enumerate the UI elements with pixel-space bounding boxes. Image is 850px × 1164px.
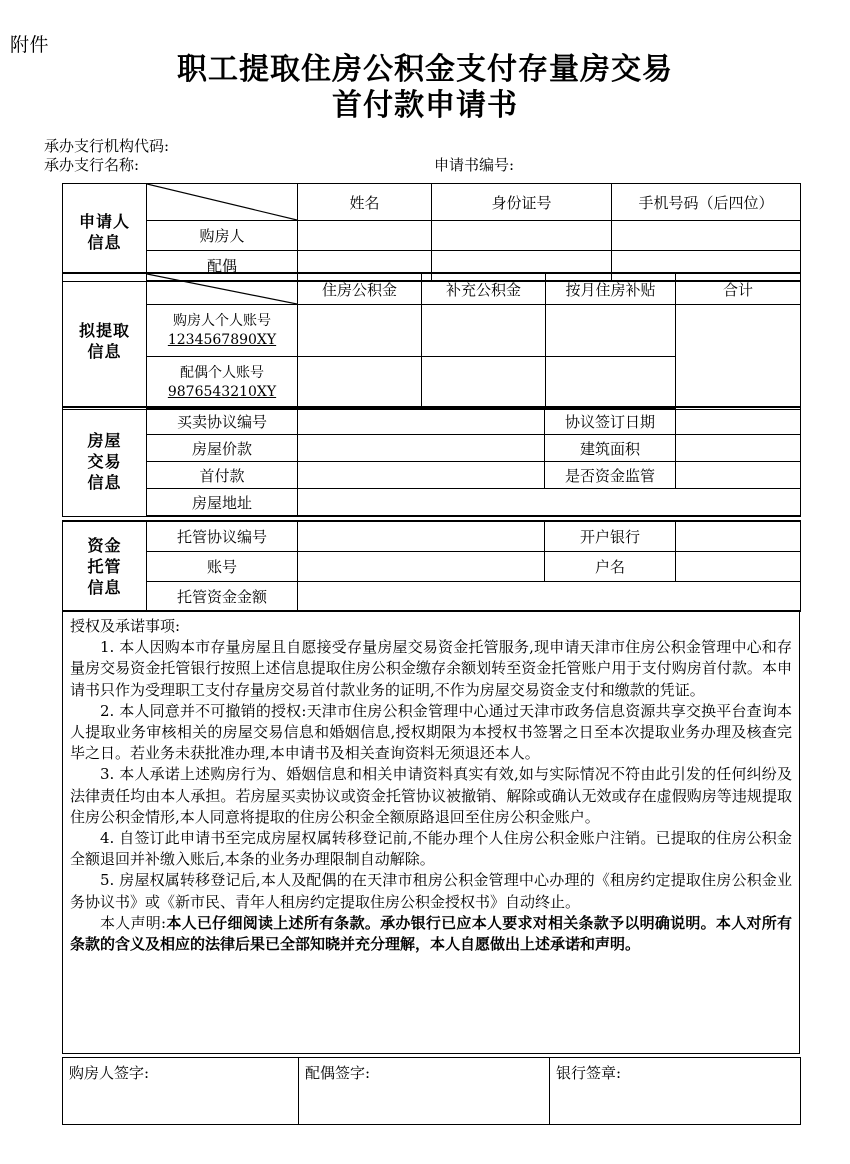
section-label-line-2: 交易	[87, 452, 122, 472]
row-label-custody-agreement-no: 托管协议编号	[147, 521, 298, 552]
table-row-custody-amount	[63, 582, 801, 612]
section-label-line-1: 拟提取	[78, 321, 130, 341]
page-title	[0, 52, 850, 124]
cell-sign-date[interactable]	[676, 407, 801, 435]
column-header-total: 合计	[676, 273, 801, 305]
section-label-line-2: 信息	[87, 342, 122, 362]
row-label-agreement-no: 买卖协议编号	[147, 407, 298, 435]
cell-agreement-no[interactable]	[298, 407, 545, 435]
signature-table	[62, 1057, 801, 1125]
cell-custody-amount[interactable]	[298, 582, 801, 612]
cell-account-name[interactable]	[676, 552, 801, 582]
cell-spouse-supplement[interactable]	[422, 357, 546, 410]
cell-house-address[interactable]	[298, 489, 801, 517]
section-label-applicant	[63, 184, 147, 282]
cell-custody-agreement-no[interactable]	[298, 521, 545, 552]
terms-item-3: 3. 本人承诺上述购房行为、婚姻信息和相关申请资料真实有效,如与实际情况不符由此引发的任何纠纷及法律责任均由本人承担。若房屋买卖协议或资金托管协议被撤销、解除或确认无效或存在虚假购房等违规提取住房公积金情形,本人同意将提取的住房公积金全额原路退回至住房公积金账户。	[70, 765, 792, 826]
fund-custody-table	[62, 520, 801, 612]
row-label-spouse: 配偶	[147, 251, 298, 282]
column-header-id: 身份证号	[432, 184, 612, 221]
cell-opening-bank[interactable]	[676, 521, 801, 552]
section-label-line-3: 信息	[87, 578, 122, 597]
table-row-house-address	[63, 489, 801, 517]
signature-spouse[interactable]: 配偶签字:	[299, 1058, 550, 1125]
section-label-withdraw	[63, 273, 147, 409]
table-row-house-price	[63, 435, 801, 462]
attachment-label: 附件	[10, 34, 50, 56]
section-label-line-2: 信息	[87, 233, 122, 253]
cell-buyer-name[interactable]	[298, 221, 432, 251]
terms-and-authorization-block	[62, 610, 800, 1054]
cell-buyer-supplement[interactable]	[422, 305, 546, 357]
table-row-header	[63, 273, 801, 305]
column-header-housing-fund: 住房公积金	[298, 273, 422, 305]
column-header-monthly-subsidy: 按月住房补贴	[546, 273, 676, 305]
table-row-header	[63, 184, 801, 221]
column-header-name: 姓名	[298, 184, 432, 221]
section-label-house	[63, 407, 147, 516]
cell-house-price[interactable]	[298, 435, 545, 462]
meta-block	[44, 137, 804, 175]
house-transaction-table	[62, 406, 801, 517]
cell-down-payment[interactable]	[298, 462, 545, 489]
terms-item-1: 1. 本人因购本市存量房屋且自愿接受存量房屋交易资金托管服务,现申请天津市住房公积金管理中心和存量房交易资金托管银行按照上述信息提取住房公积金缴存余额划转至资金托管账户用于支付购房首付款。本申请书只作为受理职工支付存量房交易首付款业务的证明,不作为房屋交易资金支付和缴款的凭证。	[70, 638, 792, 699]
row-label-spouse-account	[147, 357, 298, 410]
table-row-signatures	[63, 1058, 801, 1125]
terms-item-4: 4. 自签订此申请书至完成房屋权属转移登记前,不能办理个人住房公积金账户注销。已提取的住房公积金全额退回并补缴入账后,本条的业务办理限制自动解除。	[70, 829, 792, 869]
branch-name-row	[44, 156, 804, 175]
terms-heading: 授权及承诺事项:	[70, 617, 181, 635]
cell-spouse-housing-fund[interactable]	[298, 357, 422, 410]
cell-spouse-subsidy[interactable]	[546, 357, 676, 410]
branch-name-label: 承办支行名称:	[44, 156, 140, 174]
cell-fund-supervision[interactable]	[676, 462, 801, 489]
column-header-phone: 手机号码（后四位）	[612, 184, 801, 221]
signature-buyer[interactable]: 购房人签字:	[63, 1058, 299, 1125]
buyer-account-number: 1234567890XY	[167, 331, 277, 348]
section-label-line-1: 申请人	[78, 212, 130, 232]
section-label-line-1: 房屋	[87, 431, 122, 451]
row-label-custody-amount: 托管资金金额	[147, 582, 298, 612]
row-label-text: 购房人个人账号	[173, 312, 271, 329]
terms-item-2: 2. 本人同意并不可撤销的授权:天津市住房公积金管理中心通过天津市政务信息资源共享交换平台查询本人提取业务审核相关的房屋交易信息和婚姻信息,授权期限为本授权书签署之日至本次提取业务办理及核查完毕之日。若业务未获批准办理,本申请书及相关查询资料无须退还本人。	[70, 701, 792, 763]
cell-floor-area[interactable]	[676, 435, 801, 462]
application-no-label: 申请书编号:	[434, 156, 515, 174]
section-label-line-1: 资金	[87, 536, 122, 555]
table-row-custody-agreement	[63, 521, 801, 552]
cell-account-no[interactable]	[298, 552, 545, 582]
declaration-paragraph	[70, 913, 792, 955]
branch-code-row	[44, 137, 804, 156]
declaration-bold-text: 本人已仔细阅读上述所有条款。承办银行已应本人要求对相关条款予以明确说明。本人对所有条款的含义及相应的法律后果已全部知晓并充分理解，本人自愿做出上述承诺和声明。	[70, 913, 792, 954]
table-row-buyer-account	[63, 305, 801, 357]
row-label-sign-date: 协议签订日期	[545, 407, 676, 435]
cell-buyer-housing-fund[interactable]	[298, 305, 422, 357]
terms-item-5: 5. 房屋权属转移登记后,本人及配偶的在天津市租房公积金管理中心办理的《租房约定提取住房公积金业务协议书》或《新市民、青年人租房约定提取住房公积金授权书》自动终止。	[70, 871, 792, 911]
section-label-custody	[63, 521, 147, 612]
branch-code-label: 承办支行机构代码:	[44, 137, 170, 155]
table-row-buyer	[63, 221, 801, 251]
row-label-buyer-account	[147, 305, 298, 357]
table-row-agreement-no	[63, 407, 801, 435]
withdraw-info-table	[62, 272, 801, 410]
diagonal-header-cell	[147, 184, 298, 221]
declaration-prefix: 本人声明:	[100, 913, 167, 932]
row-label-floor-area: 建筑面积	[545, 435, 676, 462]
section-label-line-2: 托管	[87, 557, 122, 576]
table-row-custody-account	[63, 552, 801, 582]
title-line-1: 职工提取住房公积金支付存量房交易	[177, 52, 673, 87]
row-label-house-price: 房屋价款	[147, 435, 298, 462]
column-header-supplement-fund: 补充公积金	[422, 273, 546, 305]
row-label-text: 配偶个人账号	[180, 364, 264, 381]
signature-bank-seal[interactable]: 银行签章:	[550, 1058, 801, 1125]
cell-buyer-phone[interactable]	[612, 221, 801, 251]
cell-buyer-id[interactable]	[432, 221, 612, 251]
row-label-fund-supervision: 是否资金监管	[545, 462, 676, 489]
table-row-down-payment	[63, 462, 801, 489]
row-label-buyer: 购房人	[147, 221, 298, 251]
cell-buyer-subsidy[interactable]	[546, 305, 676, 357]
row-label-house-address: 房屋地址	[147, 489, 298, 517]
row-label-account-no: 账号	[147, 552, 298, 582]
diagonal-header-cell	[147, 273, 298, 305]
row-label-account-name: 户名	[545, 552, 676, 582]
diagonal-line-icon	[147, 184, 297, 220]
section-label-line-3: 信息	[87, 473, 122, 493]
spouse-account-number: 9876543210XY	[167, 383, 277, 400]
row-label-opening-bank: 开户银行	[545, 521, 676, 552]
diagonal-line-icon	[147, 274, 297, 304]
row-label-down-payment: 首付款	[147, 462, 298, 489]
applicant-info-table	[62, 183, 801, 282]
cell-total[interactable]	[676, 305, 801, 410]
title-line-2: 首付款申请书	[332, 88, 518, 123]
